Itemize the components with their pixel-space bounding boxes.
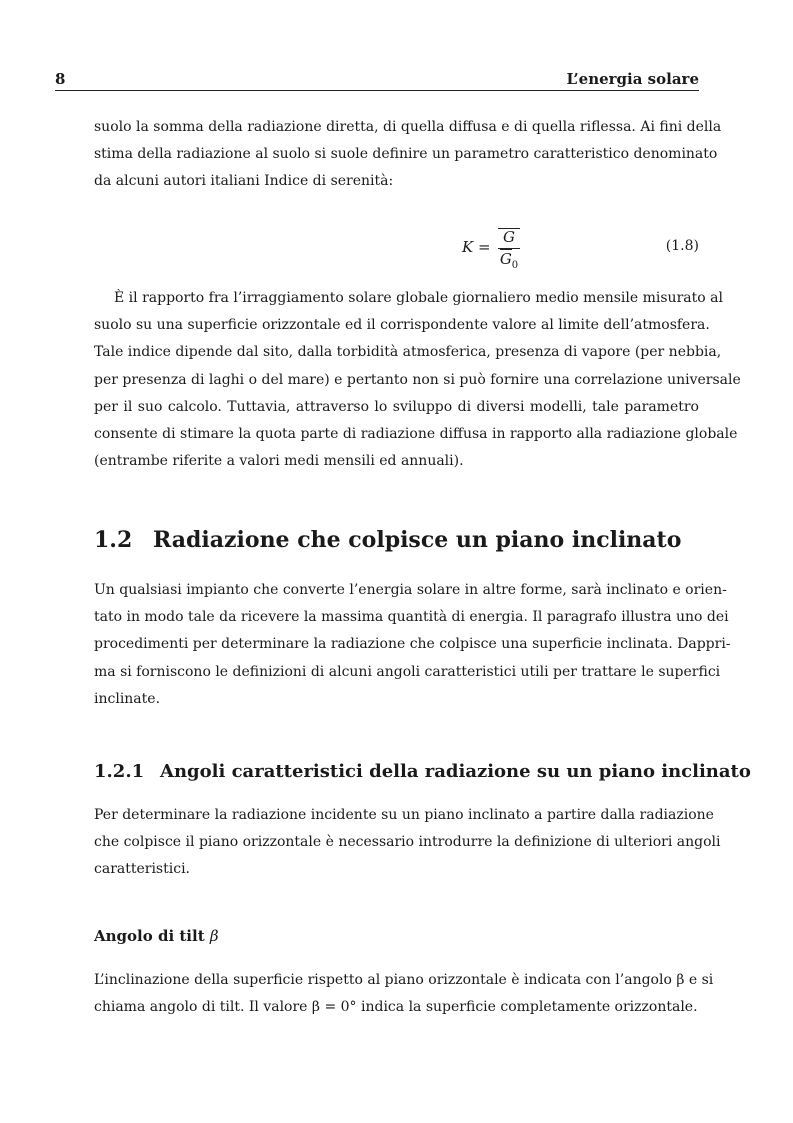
paragraph-heading-text: Angolo di tilt: [94, 927, 205, 945]
subsection-heading-1-2-1: [94, 761, 751, 782]
section-heading-1-2: [94, 527, 681, 553]
section-title: Radiazione che colpisce un piano inclinato: [153, 527, 682, 553]
text-line: suolo su una superficie orizzontale ed il corrispondente valore al limite dell’atmosfera.: [94, 317, 710, 334]
equation-1-8: [94, 224, 699, 272]
text-line: per il suo calcolo. Tuttavia, attraverso lo sviluppo di diversi modelli, tale parametro: [94, 398, 699, 415]
text-line: L’inclinazione della superficie rispetto al piano orizzontale è indicata con l’angolo β e si: [94, 972, 714, 988]
section-number: 1.2: [94, 527, 133, 553]
running-header: [55, 68, 699, 91]
intro-paragraph: [94, 114, 722, 196]
equation-equals: =: [478, 238, 491, 256]
section-1-2-paragraph: [94, 577, 731, 713]
text-line: da alcuni autori italiani Indice di serenità:: [94, 173, 394, 190]
equation-lhs: K: [462, 238, 474, 256]
text-line: suolo la somma della radiazione diretta, di quella diffusa e di quella riflessa. Ai fini della: [94, 119, 722, 135]
denominator-subscript: 0: [511, 260, 519, 271]
text-line: È il rapporto fra l’irraggiamento solare globale giornaliero medio mensile misurato al: [114, 290, 723, 306]
page-number: 8: [55, 70, 66, 88]
text-line: ma si forniscono le definizioni di alcuni angoli caratteristici utili per trattare le superfici: [94, 663, 721, 680]
text-line: (entrambe riferite a valori medi mensili ed annuali).: [94, 453, 464, 470]
equation-label: (1.8): [665, 238, 699, 254]
tilt-paragraph: [94, 967, 714, 1021]
equation-denominator: [498, 251, 520, 274]
beta-symbol: β: [209, 927, 219, 945]
text-line: Tale indice dipende dal sito, dalla torbidità atmosferica, presenza di vapore (per nebbia,: [94, 344, 722, 361]
text-line: stima della radiazione al suolo si suole definire un parametro caratteristico denominato: [94, 146, 718, 163]
chapter-title: L’energia solare: [566, 70, 699, 88]
text-line: tato in modo tale da ricevere la massima quantità di energia. Il paragrafo illustra uno dei: [94, 609, 729, 626]
text-line: Un qualsiasi impianto che converte l’energia solare in altre forme, sarà inclinato e orien-: [94, 582, 727, 598]
subsection-title: Angoli caratteristici della radiazione su un piano inclinato: [160, 761, 751, 782]
equation-fraction: [498, 228, 520, 274]
subsection-number: 1.2.1: [94, 761, 145, 782]
section-1-2-1-paragraph: [94, 802, 721, 884]
ratio-paragraph: [94, 285, 741, 475]
text-line: procedimenti per determinare la radiazione che colpisce una superficie inclinata. Dappri-: [94, 636, 731, 653]
text-line: caratteristici.: [94, 861, 190, 878]
paragraph-heading-tilt: [94, 927, 219, 945]
equation-numerator: G: [498, 228, 520, 246]
text-line: per presenza di laghi o del mare) e pertanto non si può fornire una correlazione universale: [94, 371, 741, 388]
text-line: consente di stimare la quota parte di radiazione diffusa in rapporto alla radiazione globale: [94, 426, 738, 443]
text-line: inclinate.: [94, 690, 161, 707]
text-line: chiama angolo di tilt. Il valore β = 0° indica la superficie completamente orizzontale.: [94, 999, 698, 1016]
denominator-symbol: G: [499, 250, 512, 268]
text-line: che colpisce il piano orizzontale è necessario introdurre la definizione di ulteriori angoli: [94, 834, 721, 851]
text-line: Per determinare la radiazione incidente su un piano inclinato a partire dalla radiazione: [94, 807, 714, 823]
